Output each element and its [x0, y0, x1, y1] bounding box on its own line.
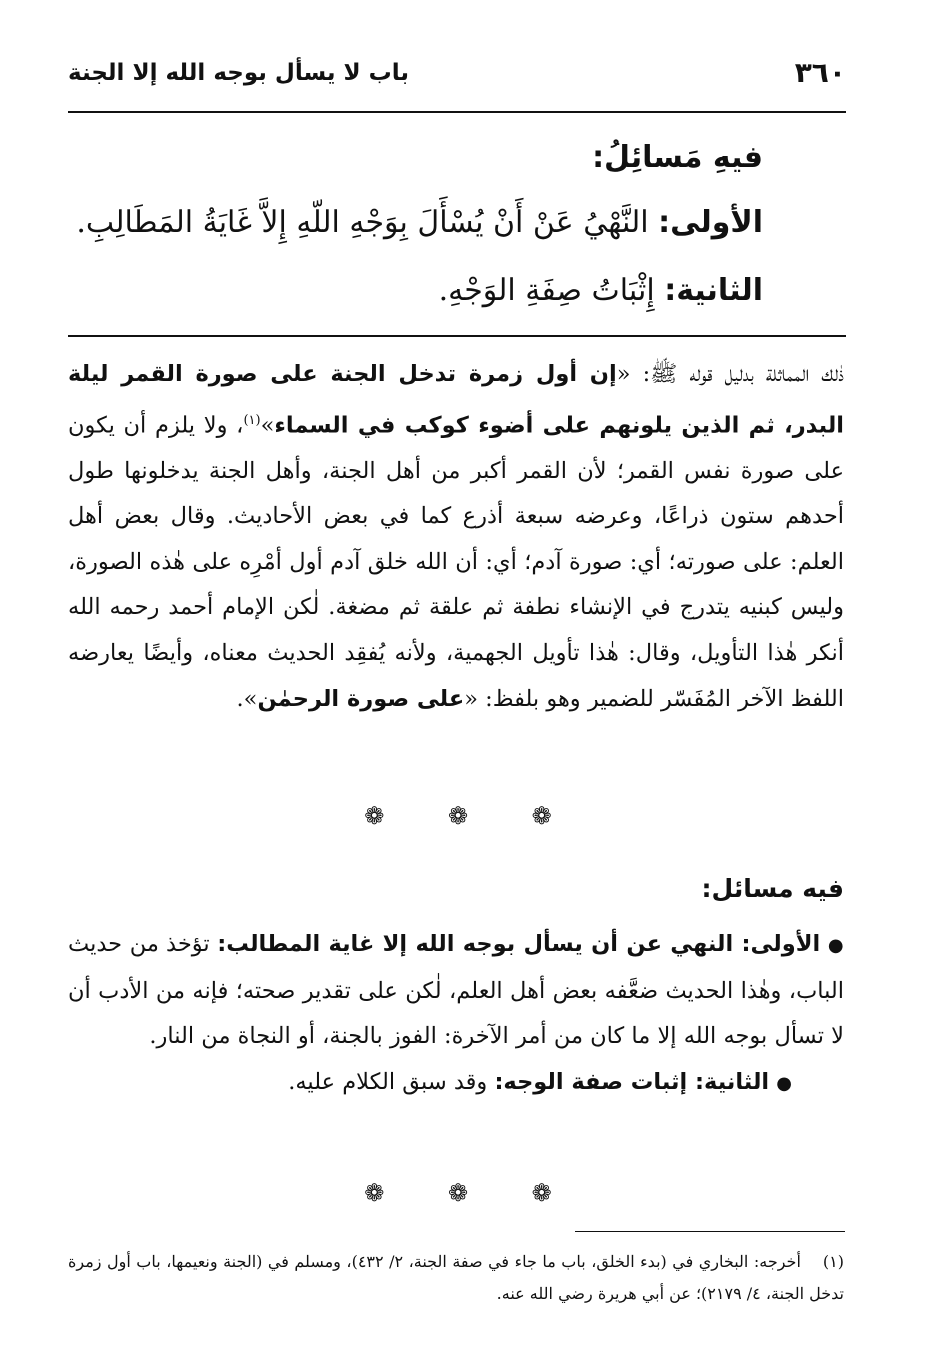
issue-first-text: تؤخذ من حديث الباب، وهٰذا الحديث ضعَّفه بعض أهل العلم، لٰكن على تقدير صحته؛ فإنه من الأدب أن لا تسأل بوجه الله إلا ما كان من أمر الآخرة: الفوز بالجنة، أو النجاة من النار. — [68, 931, 844, 1050]
matn-first-text: النَّهْيُ عَنْ أَنْ يُسْأَلَ بِوَجْهِ اللّهِ إِلاَّ غَايَةُ المَطَالِبِ. — [76, 205, 649, 240]
hadith-quote: إن أول زمرة تدخل الجنة على صورة القمر ليلة البدر، ثم الذين يلونهم على أضوء كوكب في السماء — [68, 361, 844, 439]
issues-heading: فيه مسائل: — [701, 874, 844, 903]
footnote-number: (١) — [822, 1252, 845, 1271]
bullet-icon: ● — [827, 935, 845, 956]
section-separator: ❁ ❁ ❁ — [364, 802, 580, 830]
commentary-part3: ، ولا يلزم أن يكون على صورة نفس القمر؛ لأن القمر أكبر من أهل الجنة، وأهل الجنة يدخلونها طول أحدهم ستون ذراعًا، وعرضه سبعة أذرع كما في بعض الأحاديث. وقال بعض أهل العلم: على صورته؛ أي: صورة آدم؛ أي: أن الله خلق آدم أول أمْرِه على هٰذه الصورة، وليس كبنيه يتدرج في الإنشاء نطفة ثم علقة ثم مضغة. لٰكن الإمام أحمد رحمه الله أنكر هٰذا التأويل، وقال: هٰذا تأويل الجهمية، ولأنه يُفقِد الحديث معناه، وأيضًا يعارضه اللفظ الآخر المُفَسّر للضمير وهو بلفظ: « — [68, 412, 844, 712]
issue-second-label: الثانية: إثبات صفة الوجه: — [494, 1068, 770, 1095]
bullet-icon: ● — [776, 1072, 792, 1094]
issue-first-label: الأولى: النهي عن أن يسأل بوجه الله إلا غاية المطالب: — [217, 931, 821, 957]
matn-second-label: الثانية: — [664, 273, 763, 308]
commentary-part2: » — [260, 412, 275, 439]
matn-second-text: إِثْبَاتُ صِفَةِ الوَجْهِ. — [438, 273, 655, 308]
header-rule — [68, 111, 846, 113]
issue-second — [68, 1060, 844, 1107]
footnote-text: أخرجه: البخاري في (بدء الخلق، باب ما جاء في صفة الجنة، ٢/ ٤٣٢)، ومسلم في (الجنة ونعيمها، باب أول زمرة تدخل الجنة، ٤/ ٢١٧٩)؛ عن أبي هريرة رضي الله عنه. — [68, 1252, 844, 1303]
footnote-rule — [575, 1231, 845, 1232]
matn-first-label: الأولى: — [658, 205, 763, 240]
section-separator-2: ❁ ❁ ❁ — [364, 1179, 580, 1207]
commentary-part4: ». — [236, 685, 258, 712]
matn-rule — [68, 335, 846, 337]
footnote — [68, 1246, 844, 1310]
footnote-item — [68, 1246, 844, 1310]
issue-second-text: وقد سبق الكلام عليه. — [288, 1068, 488, 1095]
commentary-text — [68, 352, 844, 722]
commentary-part1: ذٰلك المماثلة بدليل قوله ﷺ: « — [616, 361, 844, 387]
running-title: باب لا يسأل بوجه الله إلا الجنة — [68, 60, 410, 86]
issue-first — [68, 922, 844, 1060]
commentary-paragraph — [68, 352, 844, 722]
page-number: ٣٦٠ — [794, 56, 846, 89]
matn-second-issue — [68, 273, 763, 308]
matn-heading-text: فيهِ مَسائِلُ: — [592, 140, 763, 175]
hadith-quote-2: على صورة الرحمٰن — [257, 685, 465, 712]
page-header — [68, 56, 846, 96]
matn-heading — [68, 140, 763, 175]
footnote-marker[interactable]: (١) — [243, 412, 261, 428]
issues-list — [68, 922, 844, 1106]
matn-first-issue — [68, 205, 763, 240]
